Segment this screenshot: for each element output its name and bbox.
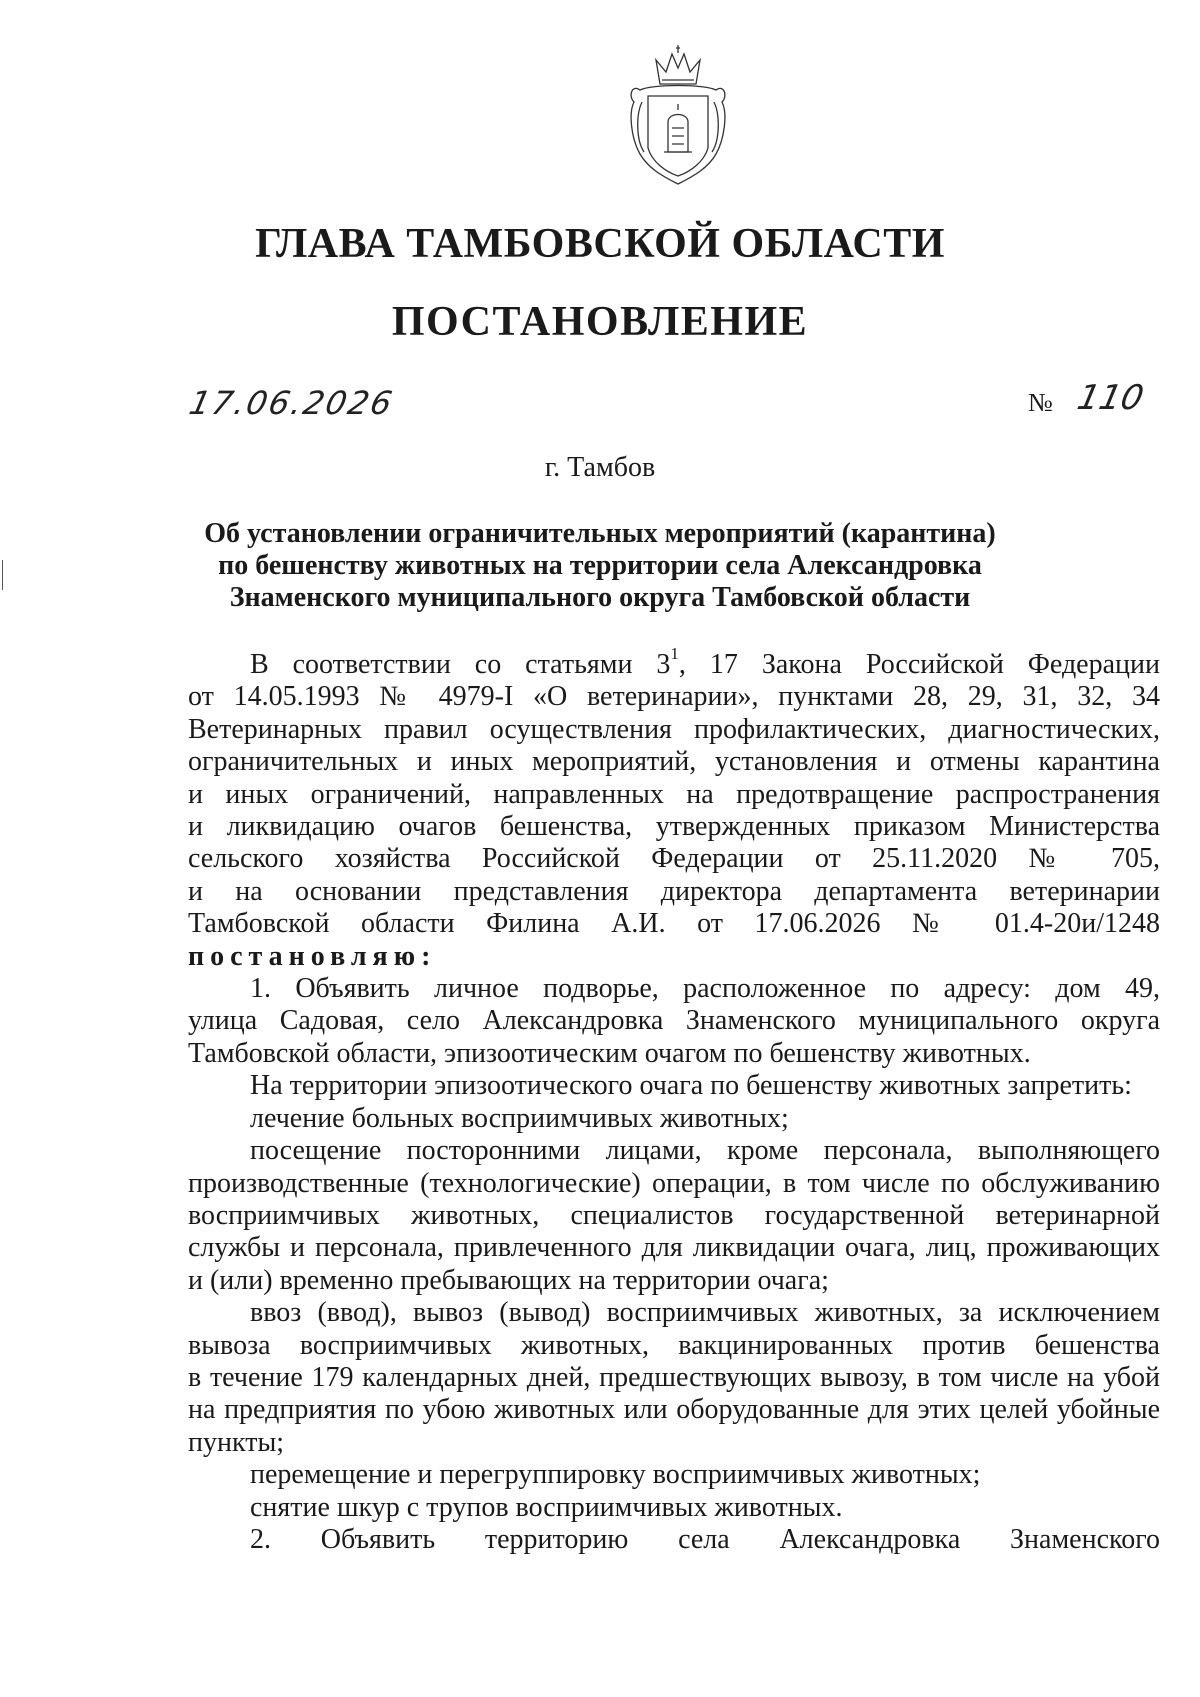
document-subject [0, 518, 1200, 614]
prohibition-import-line: ввоз (ввод), вывоз (вывод) восприимчивых животных, за исключением [250, 1297, 1160, 1329]
handwritten-number: 110 [1073, 378, 1148, 418]
superscript: 1 [670, 644, 679, 663]
prohibition-import-line: на предприятия по убою животных или оборудованные для этих целей убойные [188, 1394, 1160, 1426]
subject-line: Знаменского муниципального округа Тамбовской области [229, 582, 971, 613]
issuing-authority: ГЛАВА ТАМБОВСКОЙ ОБЛАСТИ [255, 221, 945, 267]
preamble-line: сельского хозяйства Российской Федерации от 25.11.2020 № 705, [188, 843, 1160, 875]
prohibitions-intro: На территории эпизоотического очага по бешенству животных запретить: [250, 1070, 1132, 1102]
subject-line: по бешенству животных на территории села Александровка [218, 550, 982, 581]
preamble-line: и ликвидацию очагов бешенства, утвержденных приказом Министерства [188, 811, 1160, 843]
prohibition-visits-line: восприимчивых животных, специалистов государственной ветеринарной [188, 1199, 1160, 1231]
prohibition-visits-line: службы и персонала, привлеченного для ликвидации очага, лиц, проживающих [188, 1232, 1160, 1264]
preamble-line: и иных ограничений, направленных на предотвращение распространения [188, 778, 1160, 810]
prohibition-treatment: лечение больных восприимчивых животных; [250, 1102, 789, 1134]
item-1-line: улица Садовая, село Александровка Знаменского муниципального округа [188, 1005, 1160, 1037]
city: г. Тамбов [544, 452, 656, 483]
document-type: ПОСТАНОВЛЕНИЕ [391, 299, 809, 345]
preamble-line: и на основании представления директора департамента ветеринарии [188, 875, 1160, 907]
item-2-line: 2. Объявить территорию села Александровка Знаменского [250, 1523, 1160, 1555]
scan-margin-mark [2, 560, 3, 590]
prohibition-import-line: в течение 179 календарных дней, предшествующих вывозу, в том числе на убой [188, 1361, 1160, 1393]
preamble-line: от 14.05.1993 № 4979-I «О ветеринарии», пунктами 28, 29, 31, 32, 34 [188, 681, 1160, 713]
preamble-line: В соответствии со статьями $3^1$, 17 Закона Российской Федерации [250, 644, 1160, 680]
preamble-line: ограничительных и иных мероприятий, установления и отмены карантина [188, 746, 1160, 778]
prohibition-import-line: вывоза восприимчивых животных, вакцинированных против бешенства [188, 1329, 1160, 1361]
prohibition-move: перемещение и перегруппировку восприимчивых животных; [250, 1459, 981, 1491]
prohibition-import-line: пункты; [188, 1426, 285, 1458]
prohibition-visits-line: посещение посторонними лицами, кроме персонала, выполняющего [250, 1135, 1160, 1167]
preamble-line: Тамбовской области Филина А.И. от 17.06.2026 № 01.4-20и/1248 [188, 908, 1160, 940]
handwritten-date: 17.06.2026 [185, 384, 398, 422]
prohibition-visits-line: и (или) временно пребывающих на территории очага; [188, 1264, 829, 1296]
item-1-line: Тамбовской области, эпизоотическим очагом по бешенству животных. [188, 1037, 1031, 1069]
preamble-line: Ветеринарных правил осуществления профилактических, диагностических, [188, 713, 1160, 745]
number-label: № [1028, 388, 1053, 417]
coat-of-arms-emblem [626, 44, 730, 190]
prohibition-skins: снятие шкур с трупов восприимчивых животных. [250, 1491, 843, 1523]
document-body [188, 644, 1160, 1556]
resolution-word: постановляю: [188, 940, 437, 972]
item-1-line: 1. Объявить личное подворье, расположенное по адресу: дом 49, [250, 973, 1160, 1005]
subject-line: Об установлении ограничительных мероприятий (карантина) [204, 518, 996, 549]
prohibition-visits-line: производственные (технологические) операции, в том числе по обслуживанию [188, 1167, 1160, 1199]
